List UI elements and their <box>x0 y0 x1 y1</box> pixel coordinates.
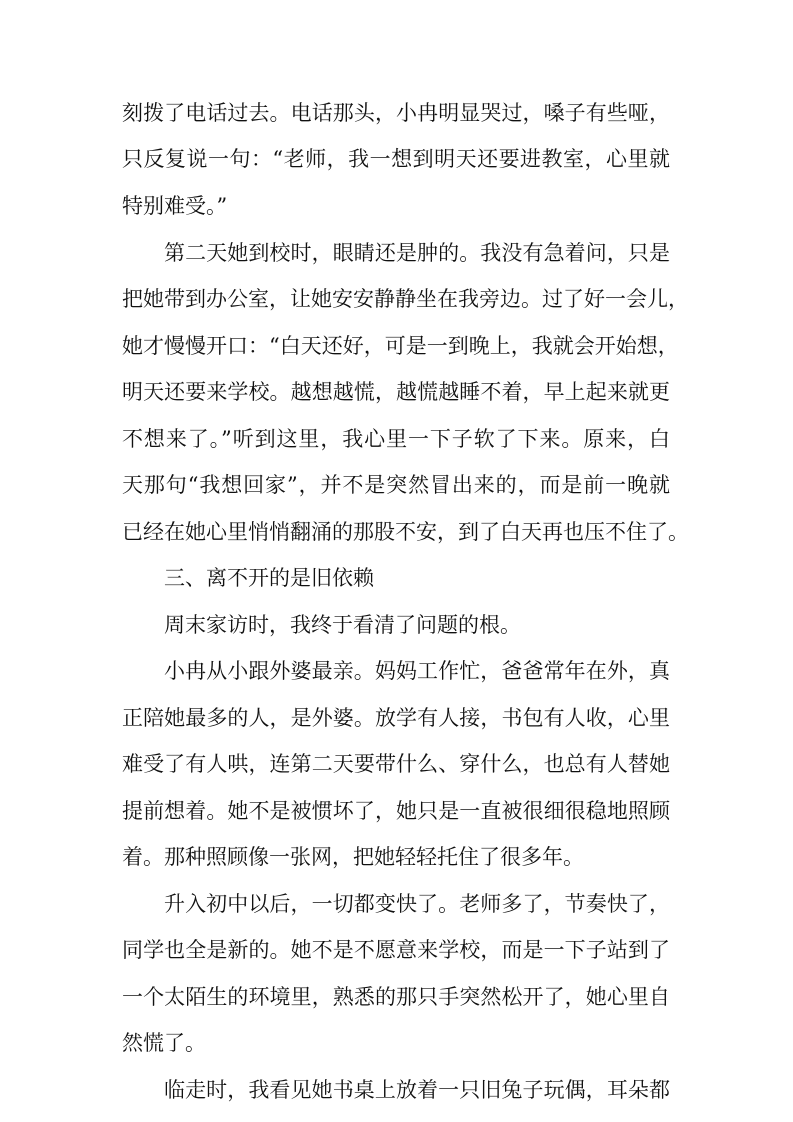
text-line: 把她带到办公室，让她安安静静坐在我旁边。过了好一会儿， <box>122 287 689 311</box>
text-line: 正陪她最多的人，是外婆。放学有人接，书包有人收，心里 <box>122 706 670 730</box>
text-line: 已经在她心里悄悄翻涌的那股不安，到了白天再也压不住了。 <box>122 520 689 544</box>
text-line: 特别难受。” <box>122 194 228 218</box>
text-line: 第二天她到校时，眼睛还是肿的。我没有急着问，只是 <box>164 241 670 265</box>
text-line: 提前想着。她不是被惯坏了，她只是一直被很细很稳地照顾 <box>122 799 670 823</box>
text-line: 着。那种照顾像一张网，把她轻轻托住了很多年。 <box>122 845 584 869</box>
text-line: 小冉从小跟外婆最亲。妈妈工作忙，爸爸常年在外，真 <box>164 659 670 683</box>
text-line: 天那句“我想回家”，并不是突然冒出来的，而是前一晚就 <box>122 473 670 497</box>
text-line: 周末家访时，我终于看清了问题的根。 <box>164 613 521 637</box>
section-heading: 三、离不开的是旧依赖 <box>164 566 374 590</box>
text-line: 一个太陌生的环境里，熟悉的那只手突然松开了，她心里自 <box>122 985 670 1009</box>
text-line: 然慌了。 <box>122 1031 206 1055</box>
text-line: 不想来了。”听到这里，我心里一下子软了下来。原来，白 <box>122 427 670 451</box>
text-line: 同学也全是新的。她不是不愿意来学校，而是一下子站到了 <box>122 938 670 962</box>
text-line: 明天还要来学校。越想越慌，越慌越睡不着，早上起来就更 <box>122 380 670 404</box>
text-line: 临走时，我看见她书桌上放着一只旧兔子玩偶，耳朵都 <box>164 1078 670 1102</box>
text-line: 难受了有人哄，连第二天要带什么、穿什么，也总有人替她 <box>122 752 670 776</box>
text-line: 她才慢慢开口：“白天还好，可是一到晚上，我就会开始想， <box>122 334 679 358</box>
text-line: 只反复说一句：“老师，我一想到明天还要进教室，心里就 <box>122 147 670 171</box>
text-line: 升入初中以后，一切都变快了。老师多了，节奏快了， <box>164 892 670 916</box>
text-line: 刻拨了电话过去。电话那头，小冉明显哭过，嗓子有些哑， <box>122 101 670 125</box>
